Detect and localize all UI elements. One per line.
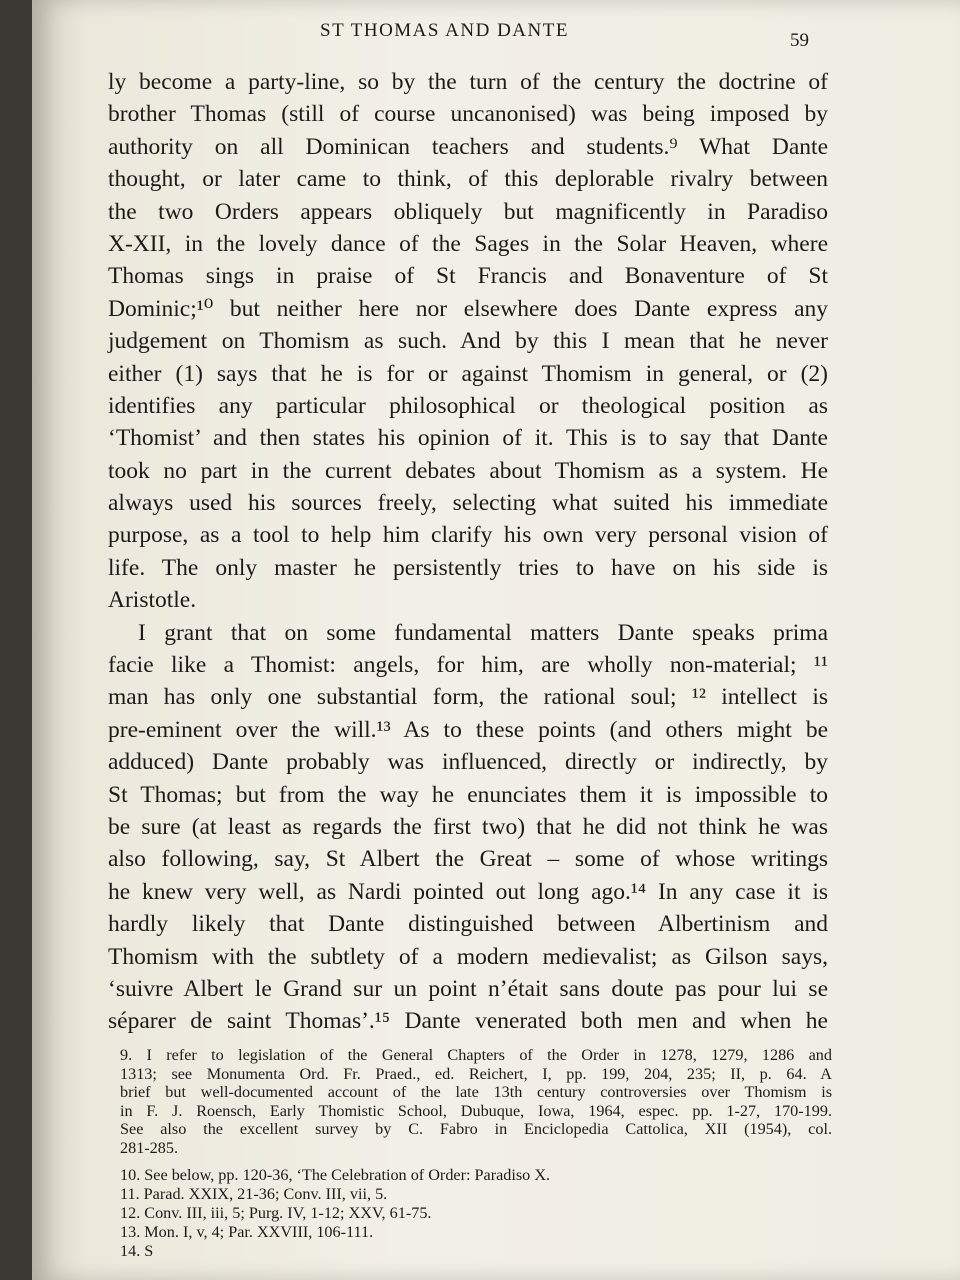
footnote-line: 281-285. <box>120 1138 178 1157</box>
body-line: brother Thomas (still of course uncanonised) was being imposed by <box>108 101 828 128</box>
body-line: always used his sources freely, selecting what suited his immediate <box>108 490 828 517</box>
body-line: thought, or later came to think, of this deplorable rivalry between <box>108 166 828 193</box>
footnote-13: 13. Mon. I, v, 4; Par. XXVIII, 106-111. <box>120 1222 374 1241</box>
body-text <box>108 66 828 1038</box>
body-line: also following, say, St Albert the Great – some of whose writings <box>108 846 828 873</box>
body-line: took no part in the current debates about Thomism as a system. He <box>108 457 828 484</box>
page-number: 59 <box>790 30 809 51</box>
body-line: he knew very well, as Nardi pointed out long ago.¹⁴ In any case it is <box>108 878 828 905</box>
footnote-line: brief but well-documented account of the late 13th century controversies over Thomism is <box>120 1083 832 1102</box>
body-line: authority on all Dominican teachers and students.⁹ What Dante <box>108 133 828 160</box>
body-line: pre-eminent over the will.¹³ As to these points (and others might be <box>108 716 828 743</box>
book-page <box>32 0 960 1280</box>
footnote-spacer <box>120 1158 832 1166</box>
body-line: I grant that on some fundamental matters Dante speaks prima <box>138 619 828 646</box>
body-line: hardly likely that Dante distinguished between Albertinism and <box>108 911 828 938</box>
running-head: ST THOMAS AND DANTE <box>320 20 569 41</box>
footnote-10: 10. See below, pp. 120-36, ‘The Celebration of Order: Paradiso X. <box>120 1165 551 1184</box>
footnote-14: 14. S <box>120 1241 154 1260</box>
body-line: Thomism with the subtlety of a modern medievalist; as Gilson says, <box>108 943 828 970</box>
footnote-line: See also the excellent survey by C. Fabro in Enciclopedia Cattolica, XII (1954), col. <box>120 1120 832 1139</box>
body-line: be sure (at least as regards the first two) that he did not think he was <box>108 813 828 840</box>
body-line: St Thomas; but from the way he enunciates them it is impossible to <box>108 781 828 808</box>
body-line: ly become a party-line, so by the turn of the century the doctrine of <box>108 69 828 95</box>
body-line: identifies any particular philosophical or theological position as <box>108 392 828 419</box>
footnote-line: 9. I refer to legislation of the General Chapters of the Order in 1278, 1279, 1286 and <box>120 1046 832 1064</box>
footnotes <box>120 1046 832 1261</box>
body-line: either (1) says that he is for or against Thomism in general, or (2) <box>108 360 828 387</box>
body-line: séparer de saint Thomas’.¹⁵ Dante venerated both men and when he <box>108 1008 828 1035</box>
body-line: ‘Thomist’ and then states his opinion of it. This is to say that Dante <box>108 425 828 452</box>
body-line: man has only one substantial form, the rational soul; ¹² intellect is <box>108 684 828 711</box>
footnote-line: in F. J. Roensch, Early Thomistic School, Dubuque, Iowa, 1964, espec. pp. 1-27, 170-199. <box>120 1101 832 1120</box>
body-line: X-XII, in the lovely dance of the Sages in the Solar Heaven, where <box>108 230 828 257</box>
body-line: the two Orders appears obliquely but magnificently in Paradiso <box>108 198 828 225</box>
body-line: facie like a Thomist: angels, for him, are wholly non-material; ¹¹ <box>108 652 828 679</box>
footnote-11: 11. Parad. XXIX, 21-36; Conv. III, vii, 5. <box>120 1184 388 1203</box>
body-line: purpose, as a tool to help him clarify his own very personal vision of <box>108 522 828 549</box>
body-line: ‘suivre Albert le Grand sur un point n’était sans doute pas pour lui se <box>108 975 828 1002</box>
body-line: life. The only master he persistently tries to have on his side is <box>108 554 828 581</box>
body-line: adduced) Dante probably was influenced, directly or indirectly, by <box>108 749 828 776</box>
body-line: Thomas sings in praise of St Francis and Bonaventure of St <box>108 263 828 290</box>
body-line: judgement on Thomism as such. And by this I mean that he never <box>108 328 828 355</box>
footnote-line: 1313; see Monumenta Ord. Fr. Praed., ed. Reichert, I, pp. 199, 204, 235; II, p. 64. A <box>120 1064 832 1083</box>
footnote-12: 12. Conv. III, iii, 5; Purg. IV, 1-12; XXV, 61-75. <box>120 1203 432 1222</box>
body-line: Aristotle. <box>108 587 197 614</box>
body-line: Dominic;¹⁰ but neither here nor elsewhere does Dante express any <box>108 295 828 322</box>
